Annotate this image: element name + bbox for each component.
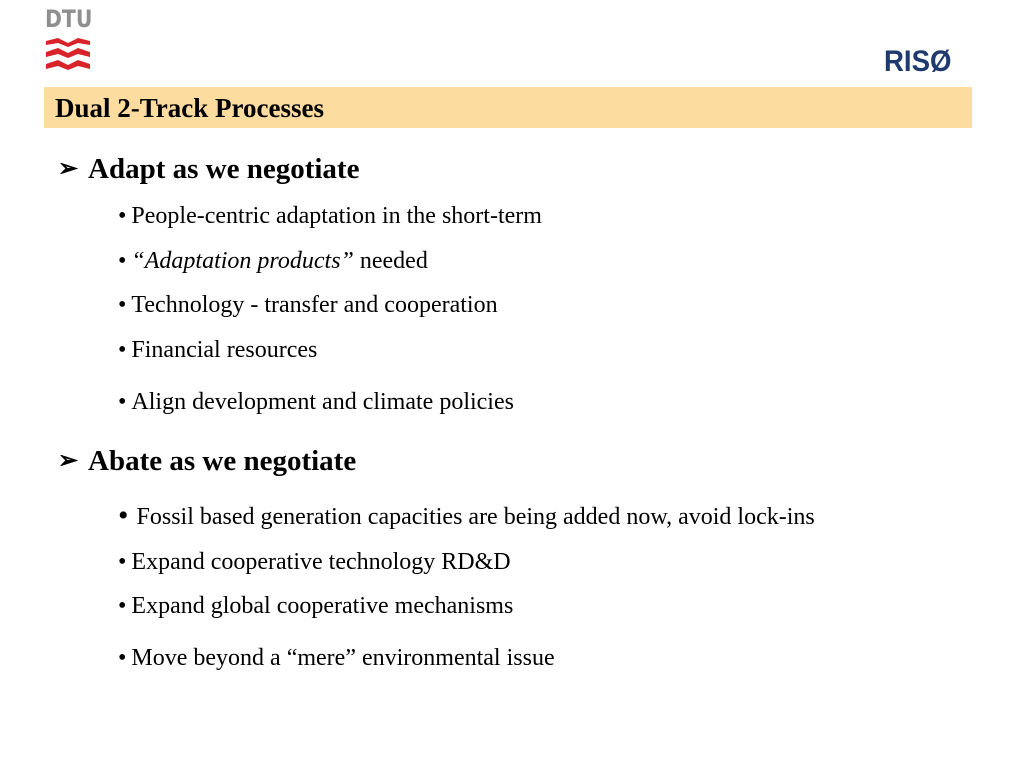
list-item-text: needed: [353, 248, 428, 274]
list-item-text: People-centric adaptation in the short-term: [131, 203, 542, 229]
list-item: [118, 335, 317, 365]
list-item: [118, 246, 428, 276]
list-item-text: Align development and climate policies: [131, 389, 514, 415]
list-item-text: Fossil based generation capacities are being added now, avoid lock-ins: [136, 504, 815, 530]
bullet-dot: •: [118, 292, 127, 318]
list-item: [118, 501, 815, 532]
list-item: [118, 591, 513, 621]
list-item-text-italic: “Adaptation products”: [131, 248, 354, 274]
bullet-dot: •: [118, 389, 127, 415]
bullet-dot: •: [118, 593, 127, 619]
list-item-text: Technology - transfer and cooperation: [131, 292, 498, 318]
list-item-text: Expand global cooperative mechanisms: [131, 593, 514, 619]
list-item-text: Expand cooperative technology RD&D: [131, 549, 511, 575]
list-item: [118, 547, 511, 577]
bullet-dot: •: [118, 499, 129, 532]
list-item: [118, 290, 498, 320]
riso-logo: RISØ: [884, 45, 952, 78]
arrow-bullet-icon: ➢: [58, 448, 79, 474]
list-item-text: Move beyond a “mere” environmental issue: [131, 645, 555, 671]
list-item: [118, 201, 542, 231]
bullet-dot: •: [118, 549, 127, 575]
section-heading-abate-text: Abate as we negotiate: [88, 445, 357, 477]
slide-title: Dual 2-Track Processes: [55, 93, 324, 123]
dtu-logo-text: DTU: [45, 5, 93, 33]
dtu-logo-mark: [44, 38, 92, 80]
bullet-dot: •: [118, 337, 127, 363]
dtu-logo: [44, 4, 96, 80]
section-heading-adapt-text: Adapt as we negotiate: [88, 153, 360, 185]
title-bar: [44, 87, 972, 128]
list-item-text: Financial resources: [131, 337, 318, 363]
arrow-bullet-icon: ➢: [58, 156, 79, 182]
bullet-dot: •: [118, 203, 127, 229]
list-item: [118, 387, 514, 417]
section-heading-adapt: [58, 152, 359, 186]
bullet-dot: •: [118, 645, 127, 671]
section-heading-abate: [58, 444, 356, 478]
bullet-dot: •: [118, 248, 127, 274]
list-item: [118, 643, 555, 673]
